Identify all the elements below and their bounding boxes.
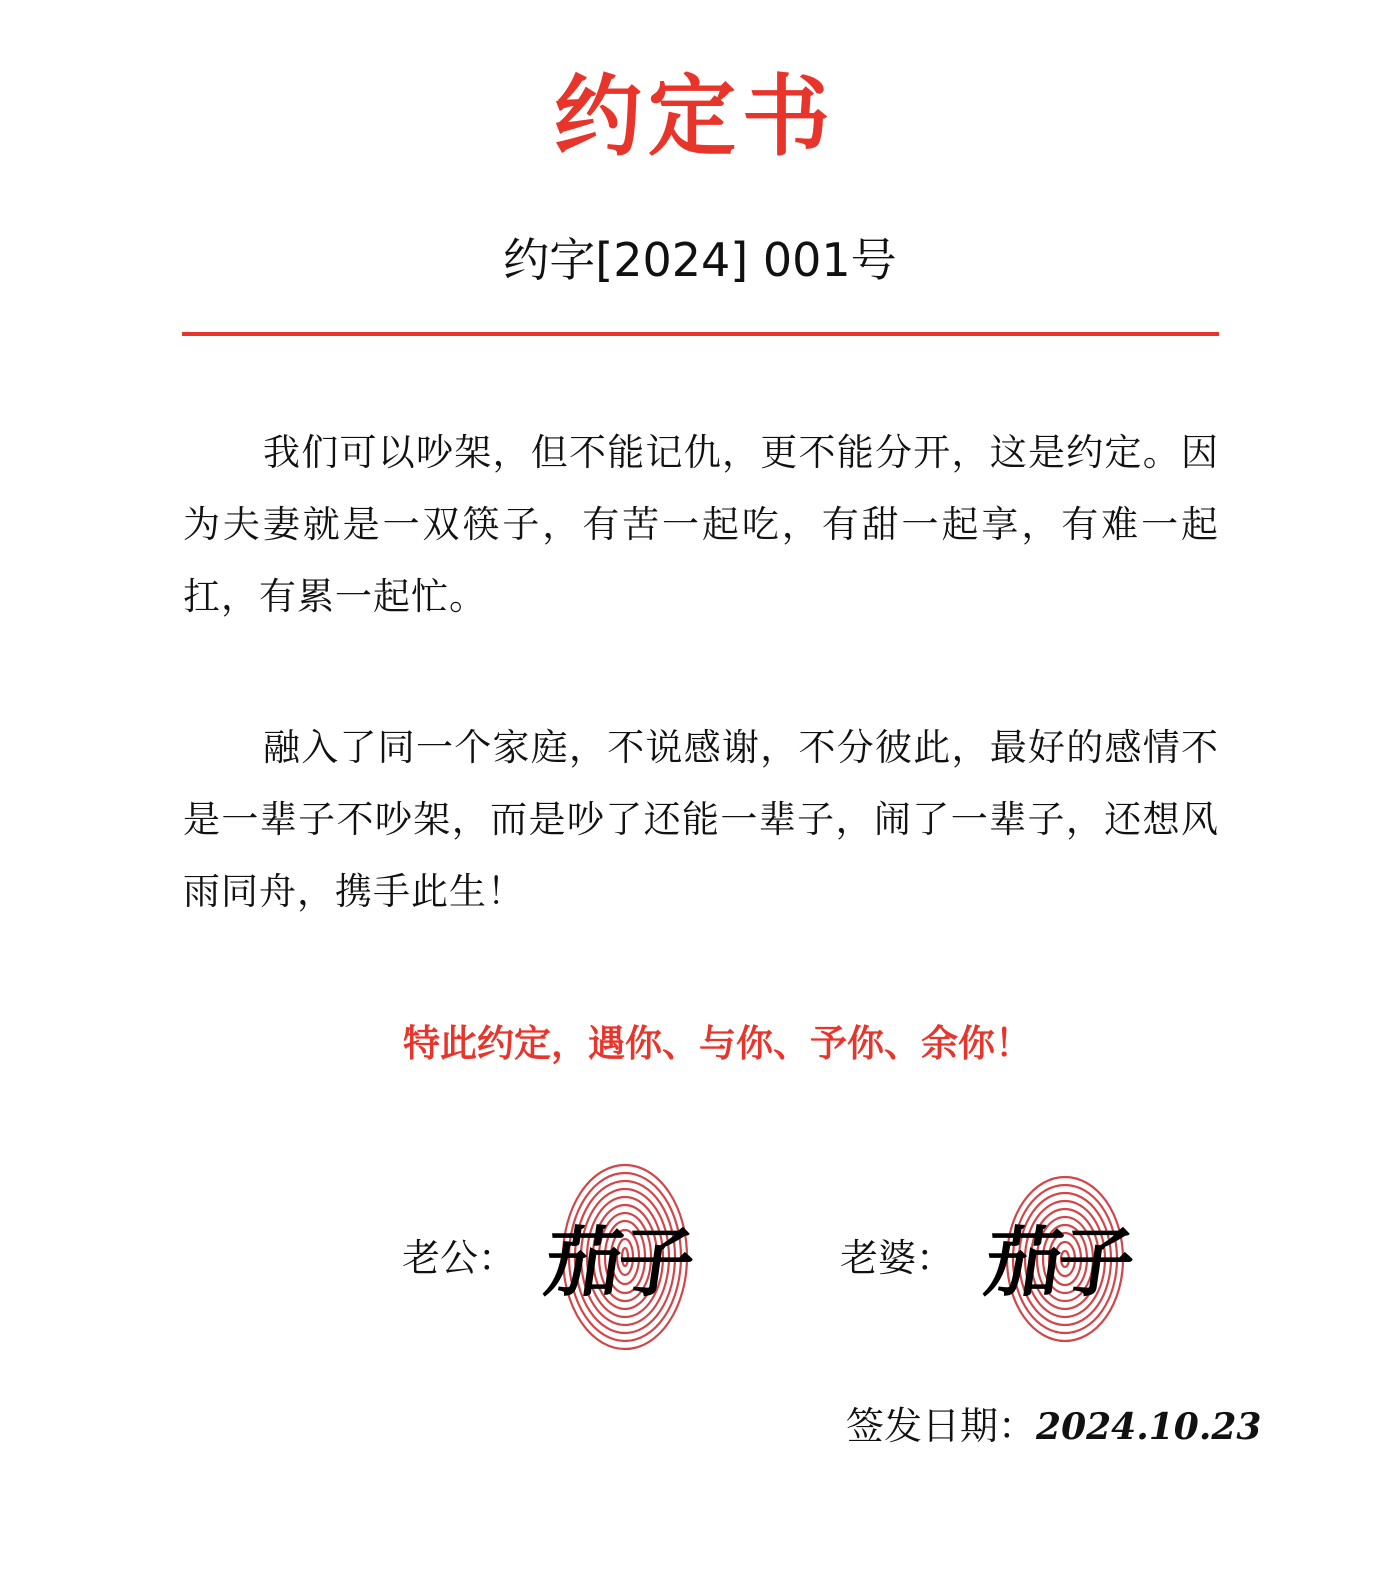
paragraph-1: 我们可以吵架，但不能记仇，更不能分开，这是约定。因为夫妻就是一双筷子，有苦一起吃，有甜一起享，有难一起扛，有累一起忙。 — [183, 431, 1219, 618]
document-title: 约定书 — [553, 65, 836, 168]
closing-statement: 特此约定，遇你、与你、予你、余你！ — [403, 1022, 1032, 1065]
husband-signature: 茄子 — [539, 1218, 697, 1307]
husband-label: 老公： — [402, 1236, 517, 1280]
document-number: 约字[2024] 001号 — [503, 233, 897, 287]
paragraph-2: 融入了同一个家庭，不说感谢，不分彼此，最好的感情不是一辈子不吵架，而是吵了还能一辈子，闹了一辈子，还想风雨同舟，携手此生！ — [183, 726, 1219, 913]
issue-date-row — [846, 1398, 1261, 1455]
title-divider — [182, 332, 1219, 336]
wife-signature: 茄子 — [979, 1218, 1137, 1307]
issue-date-label: 签发日期： — [846, 1404, 1037, 1448]
wife-label: 老婆： — [840, 1236, 955, 1280]
issue-date-value: 2024.10.23 — [1036, 1406, 1262, 1448]
